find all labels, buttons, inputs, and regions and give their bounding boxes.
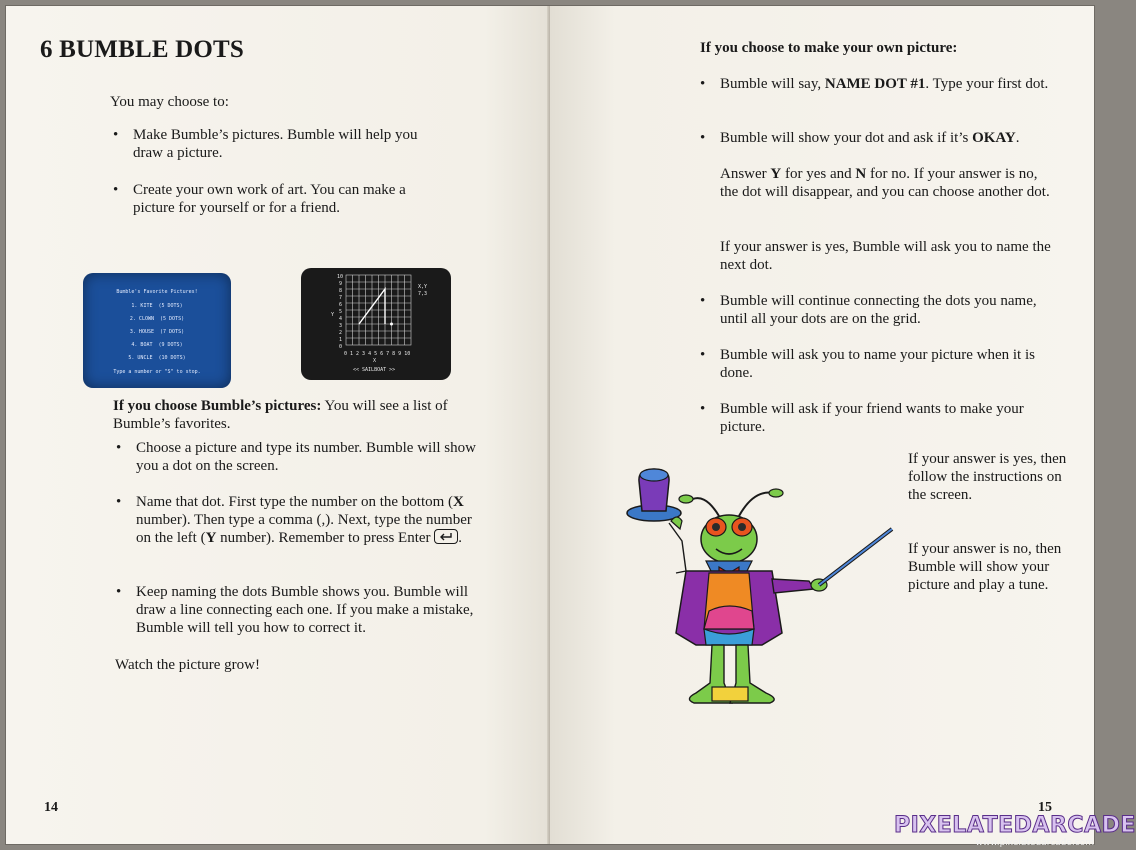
page-title: 6 BUMBLE DOTS <box>40 36 245 63</box>
bumble-illustration <box>624 461 914 706</box>
step-item: • Keep naming the dots Bumble shows you. Bumble will draw a line connecting each one. If you make a mistake, Bumble will tell you how to correct it. <box>116 584 474 636</box>
menu-prompt: Type a number or "S" to stop. <box>113 369 201 375</box>
y-tick: 8 <box>339 288 343 294</box>
y-tick: 9 <box>339 281 343 287</box>
y-tick: 3 <box>339 323 343 329</box>
enter-key-icon <box>434 529 458 544</box>
answer-text: Answer Y for yes and N for no. If your answer is no, the dot will disappear, and you can choose another dot. <box>720 166 1050 200</box>
side-text-no: If your answer is no, then Bumble will show your picture and play a tune. <box>908 541 1062 593</box>
grid-lines <box>346 275 411 345</box>
menu-item: 5. UNCLE (10 DOTS) <box>128 355 186 361</box>
step-item: • Name that dot. First type the number on the bottom (X number). Then type a comma (,). Next, type the number on the left (Y number). Remember to press Enter . <box>116 494 472 546</box>
coord-label: X,Y <box>418 284 428 290</box>
section-heading: If you choose to make your own picture: <box>700 40 958 56</box>
y-tick: 6 <box>339 302 343 308</box>
section-intro <box>113 397 473 433</box>
menu-item: 4. BOAT (9 DOTS) <box>131 342 183 348</box>
y-tick: 0 <box>339 344 343 350</box>
grid-svg <box>301 268 451 380</box>
watermark-url: www.pixelatedarcade.com <box>975 838 1094 848</box>
section-heading: If you choose Bumble’s pictures: <box>113 398 322 414</box>
closing-text: Watch the picture grow! <box>115 657 260 673</box>
y-axis-label: Y <box>331 312 335 318</box>
coord-value: 7,3 <box>418 291 428 297</box>
favorites-menu-screenshot <box>83 273 231 388</box>
page-number: 15 <box>1038 800 1052 815</box>
y-tick: 4 <box>339 316 343 322</box>
x-ticks: 0 1 2 3 4 5 6 7 8 9 10 <box>344 351 411 357</box>
x-axis-label: X <box>373 358 377 364</box>
side-text-yes: If your answer is yes, then follow the instructions on the screen. <box>908 451 1067 503</box>
menu-item: 3. HOUSE (7 DOTS) <box>129 329 185 335</box>
watermark-title: PIXELATEDARCADE <box>894 813 1136 838</box>
manual-spread <box>6 6 1136 844</box>
page-15 <box>550 6 1136 844</box>
choice-item: • Create your own work of art. You can make a picture for yourself or for a friend. <box>113 182 406 216</box>
instruction-item: • Bumble will show your dot and ask if it’s OKAY. <box>700 130 1020 146</box>
watermark <box>894 813 1136 848</box>
page-14 <box>6 6 550 844</box>
menu-item: 2. CLOWN (5 DOTS) <box>129 316 185 322</box>
menu-item: 1. KITE (5 DOTS) <box>131 303 183 309</box>
sailboat-grid-screenshot <box>301 268 451 380</box>
y-tick: 7 <box>339 295 343 301</box>
section-text: You will see a list of Bumble’s favorites. <box>113 398 448 432</box>
top-hat-icon <box>627 469 681 521</box>
y-tick: 2 <box>339 330 343 336</box>
intro-text: You may choose to: <box>110 94 229 110</box>
current-dot <box>390 323 393 326</box>
grid-caption: << SAILBOAT >> <box>353 367 396 373</box>
instruction-item: • Bumble will continue connecting the dots you name, until all your dots are on the grid. <box>700 293 1037 327</box>
y-tick: 5 <box>339 309 343 315</box>
if-yes-text: If your answer is yes, Bumble will ask you to name the next dot. <box>720 239 1051 273</box>
menu-heading: Bumble's Favorite Pictures! <box>116 289 198 295</box>
instruction-item: • Bumble will ask you to name your picture when it is done. <box>700 347 1035 381</box>
instruction-item: • Bumble will ask if your friend wants to make your picture. <box>700 401 1024 435</box>
step-item: • Choose a picture and type its number. Bumble will show you a dot on the screen. <box>116 440 476 474</box>
y-tick: 10 <box>337 274 344 280</box>
y-tick: 1 <box>339 337 343 343</box>
choice-item: • Make Bumble’s pictures. Bumble will help you draw a picture. <box>113 127 418 161</box>
instruction-item: • Bumble will say, NAME DOT #1. Type your first dot. <box>700 76 1049 92</box>
page-number: 14 <box>44 800 58 815</box>
